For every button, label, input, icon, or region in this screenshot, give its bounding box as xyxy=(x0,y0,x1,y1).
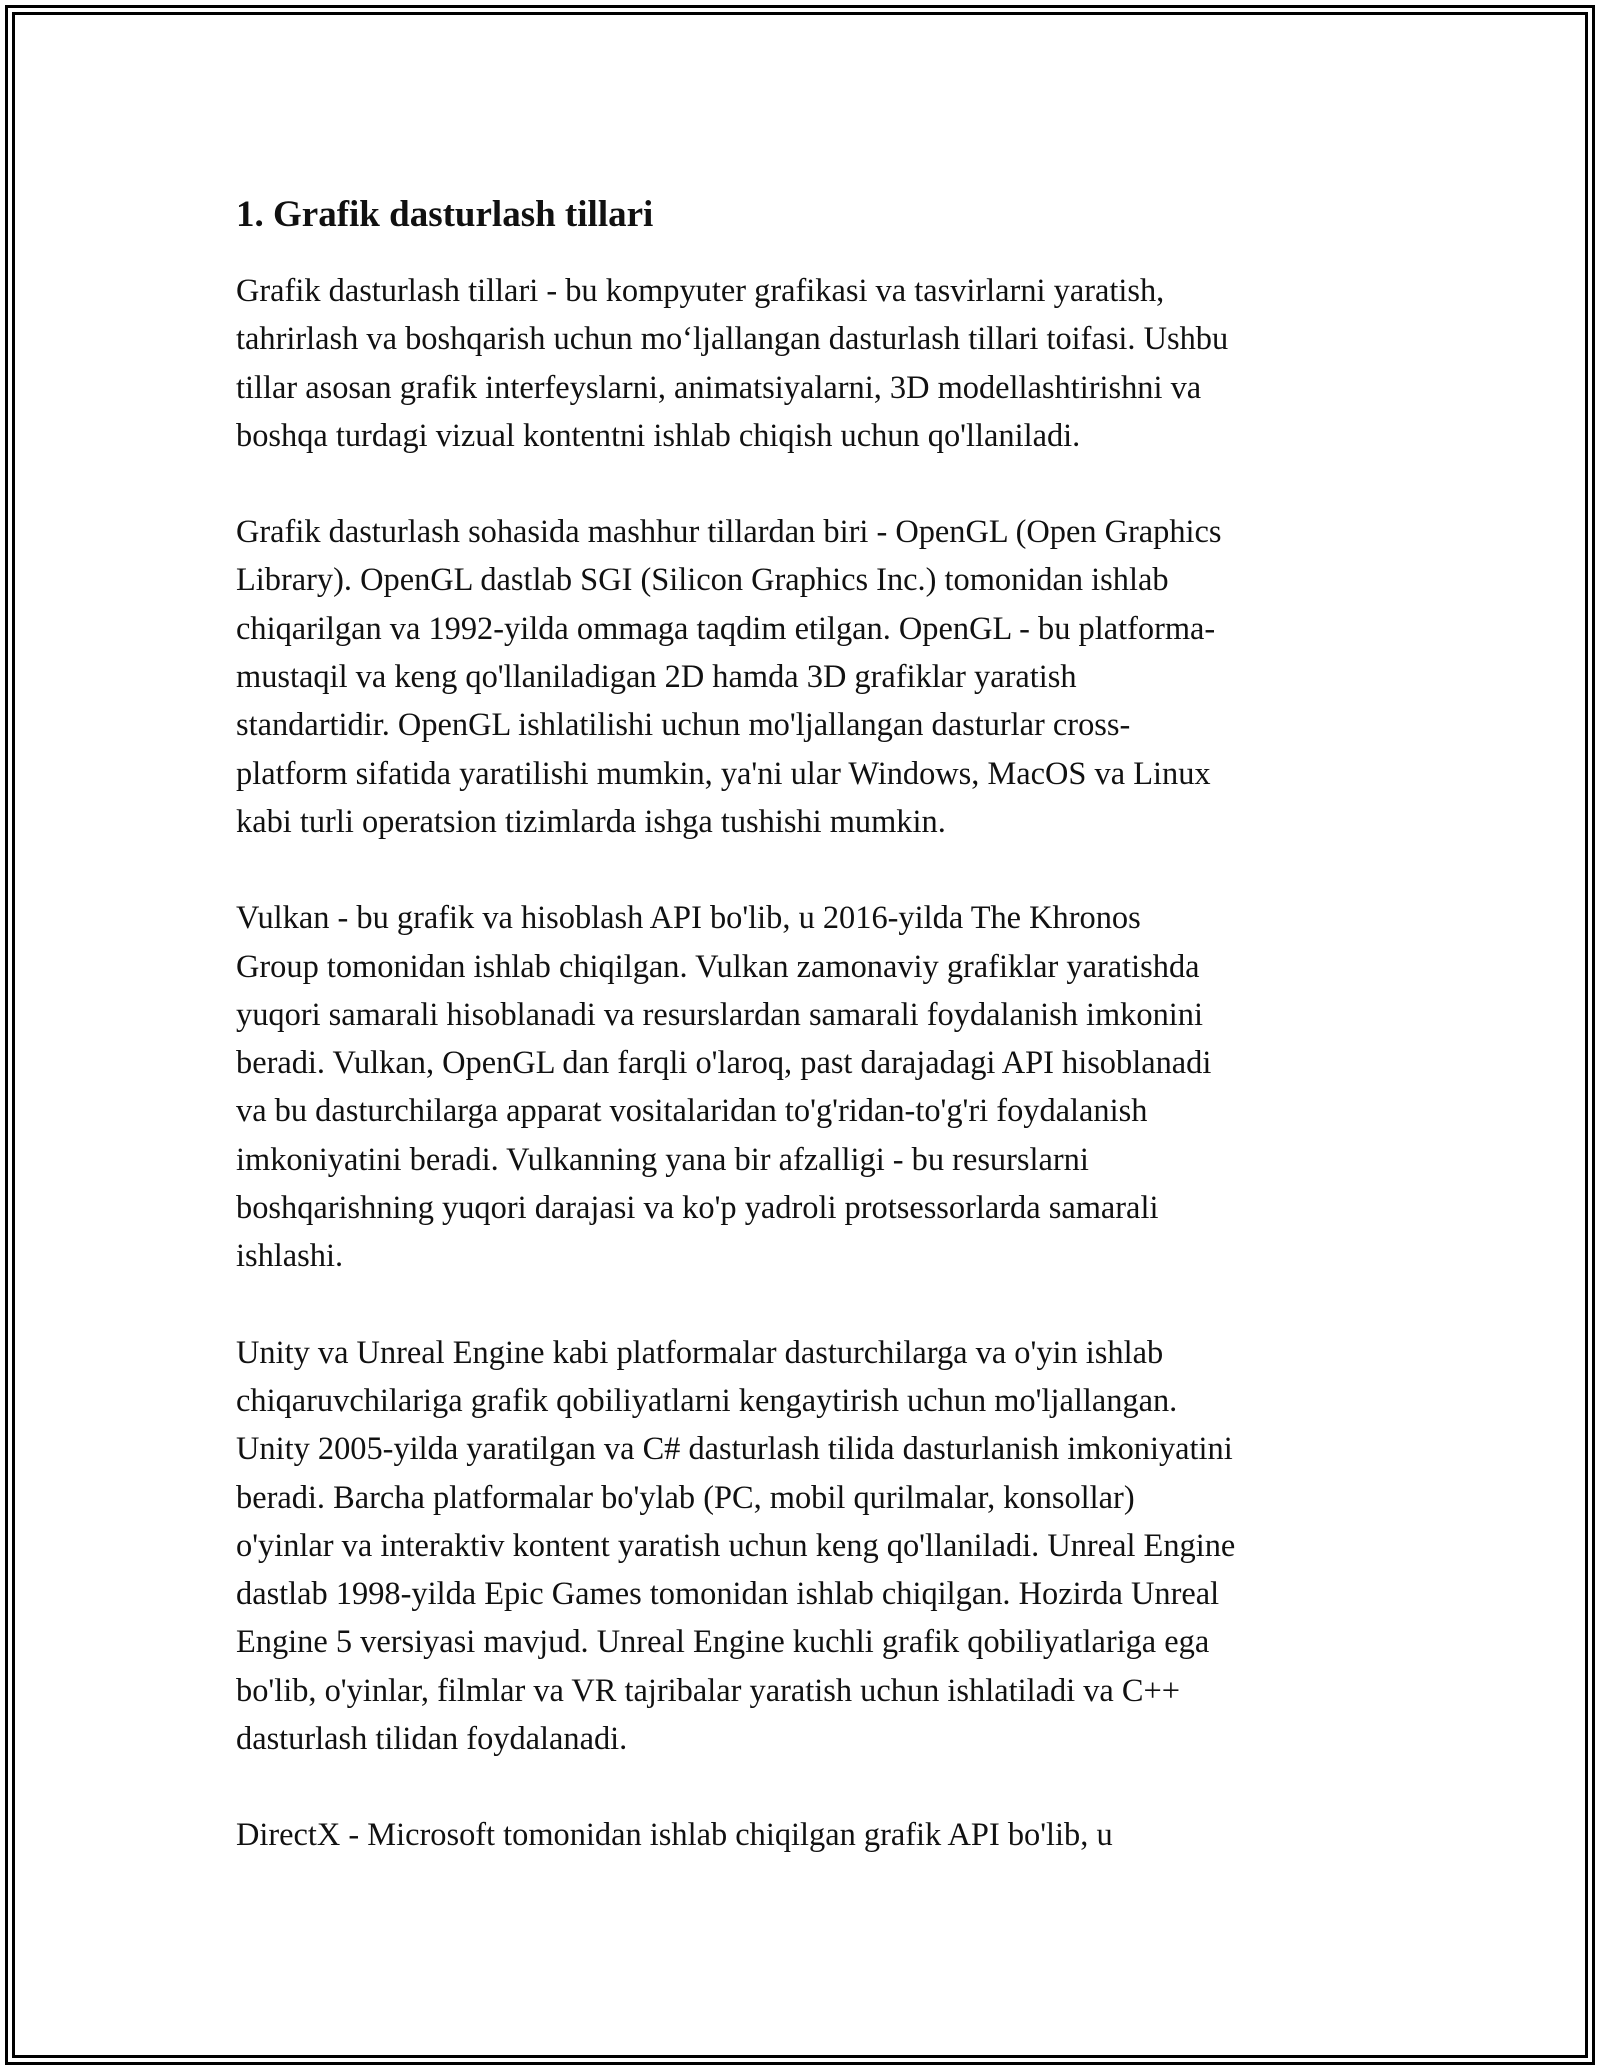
text-line: kabi turli operatsion tizimlarda ishga tushishi mumkin. xyxy=(236,803,946,840)
text-line: dasturlash tilidan foydalanadi. xyxy=(236,1721,628,1758)
paragraph-intro xyxy=(236,267,1376,460)
text-line: Library). OpenGL dastlab SGI (Silicon Graphics Inc.) tomonidan ishlab xyxy=(236,562,1169,599)
text-line: bo'lib, o'yinlar, filmlar va VR tajribalar yaratish uchun ishlatiladi va C++ xyxy=(236,1672,1181,1709)
text-line: va bu dasturchilarga apparat vositalaridan to'g'ridan-to'g'ri foydalanish xyxy=(236,1093,1148,1130)
text-line: platform sifatida yaratilishi mumkin, ya'ni ular Windows, MacOS va Linux xyxy=(236,755,1211,792)
paragraph-vulkan xyxy=(236,894,1376,1280)
text-line: tahrirlash va boshqarish uchun mo‘ljallangan dasturlash tillari toifasi. Ushbu xyxy=(236,321,1229,358)
text-line: Grafik dasturlash tillari - bu kompyuter grafikasi va tasvirlarni yaratish, xyxy=(236,273,1165,309)
text-line: imkoniyatini beradi. Vulkanning yana bir afzalligi - bu resurslarni xyxy=(236,1141,1089,1178)
text-line: yuqori samarali hisoblanadi va resurslardan samarali foydalanish imkonini xyxy=(236,996,1203,1033)
text-line: boshqarishning yuqori darajasi va ko'p yadroli protsessorlarda samarali xyxy=(236,1190,1159,1227)
text-line: Group tomonidan ishlab chiqilgan. Vulkan zamonaviy grafiklar yaratishda xyxy=(236,948,1200,985)
text-line: standartidir. OpenGL ishlatilishi uchun mo'ljallangan dasturlar cross- xyxy=(236,707,1131,744)
text-line: dastlab 1998-yilda Epic Games tomonidan ishlab chiqilgan. Hozirda Unreal xyxy=(236,1576,1220,1613)
text-line: Grafik dasturlash sohasida mashhur tillardan biri - OpenGL (Open Graphics xyxy=(236,514,1222,551)
paragraph-directx xyxy=(236,1811,1376,1859)
text-line: Unity 2005-yilda yaratilgan va C# dasturlash tilida dasturlanish imkoniyatini xyxy=(236,1431,1233,1468)
text-line: tillar asosan grafik interfeyslarni, animatsiyalarni, 3D modellashtirishni va xyxy=(236,369,1202,406)
text-line: mustaqil va keng qo'llaniladigan 2D hamda 3D grafiklar yaratish xyxy=(236,659,1077,696)
text-line: ishlashi. xyxy=(236,1238,344,1275)
text-line: chiqaruvchilariga grafik qobiliyatlarni kengaytirish uchun mo'ljallangan. xyxy=(236,1382,1178,1419)
text-line: beradi. Barcha platformalar bo'ylab (PC, mobil qurilmalar, konsollar) xyxy=(236,1479,1135,1516)
text-line: o'yinlar va interaktiv kontent yaratish uchun keng qo'llaniladi. Unreal Engine xyxy=(236,1527,1236,1564)
text-line: boshqa turdagi vizual kontentni ishlab chiqish uchun qo'llaniladi. xyxy=(236,417,1081,454)
paragraph-opengl xyxy=(236,508,1376,846)
text-line: beradi. Vulkan, OpenGL dan farqli o'laroq, past darajadagi API hisoblanadi xyxy=(236,1045,1212,1082)
text-line: chiqarilgan va 1992-yilda ommaga taqdim etilgan. OpenGL - bu platforma- xyxy=(236,610,1216,647)
text-line: DirectX - Microsoft tomonidan ishlab chiqilgan grafik API bo'lib, u xyxy=(236,1817,1113,1854)
text-line: Unity va Unreal Engine kabi platformalar dasturchilarga va o'yin ishlab xyxy=(236,1334,1164,1371)
paragraph-unity-unreal xyxy=(236,1329,1376,1764)
text-line: Engine 5 versiyasi mavjud. Unreal Engine kuchli grafik qobiliyatlariga ega xyxy=(236,1624,1210,1661)
section-heading: 1. Grafik dasturlash tillari xyxy=(236,194,654,235)
document-body xyxy=(236,183,1376,1908)
text-line: Vulkan - bu grafik va hisoblash API bo'lib, u 2016-yilda The Khronos xyxy=(236,900,1141,937)
